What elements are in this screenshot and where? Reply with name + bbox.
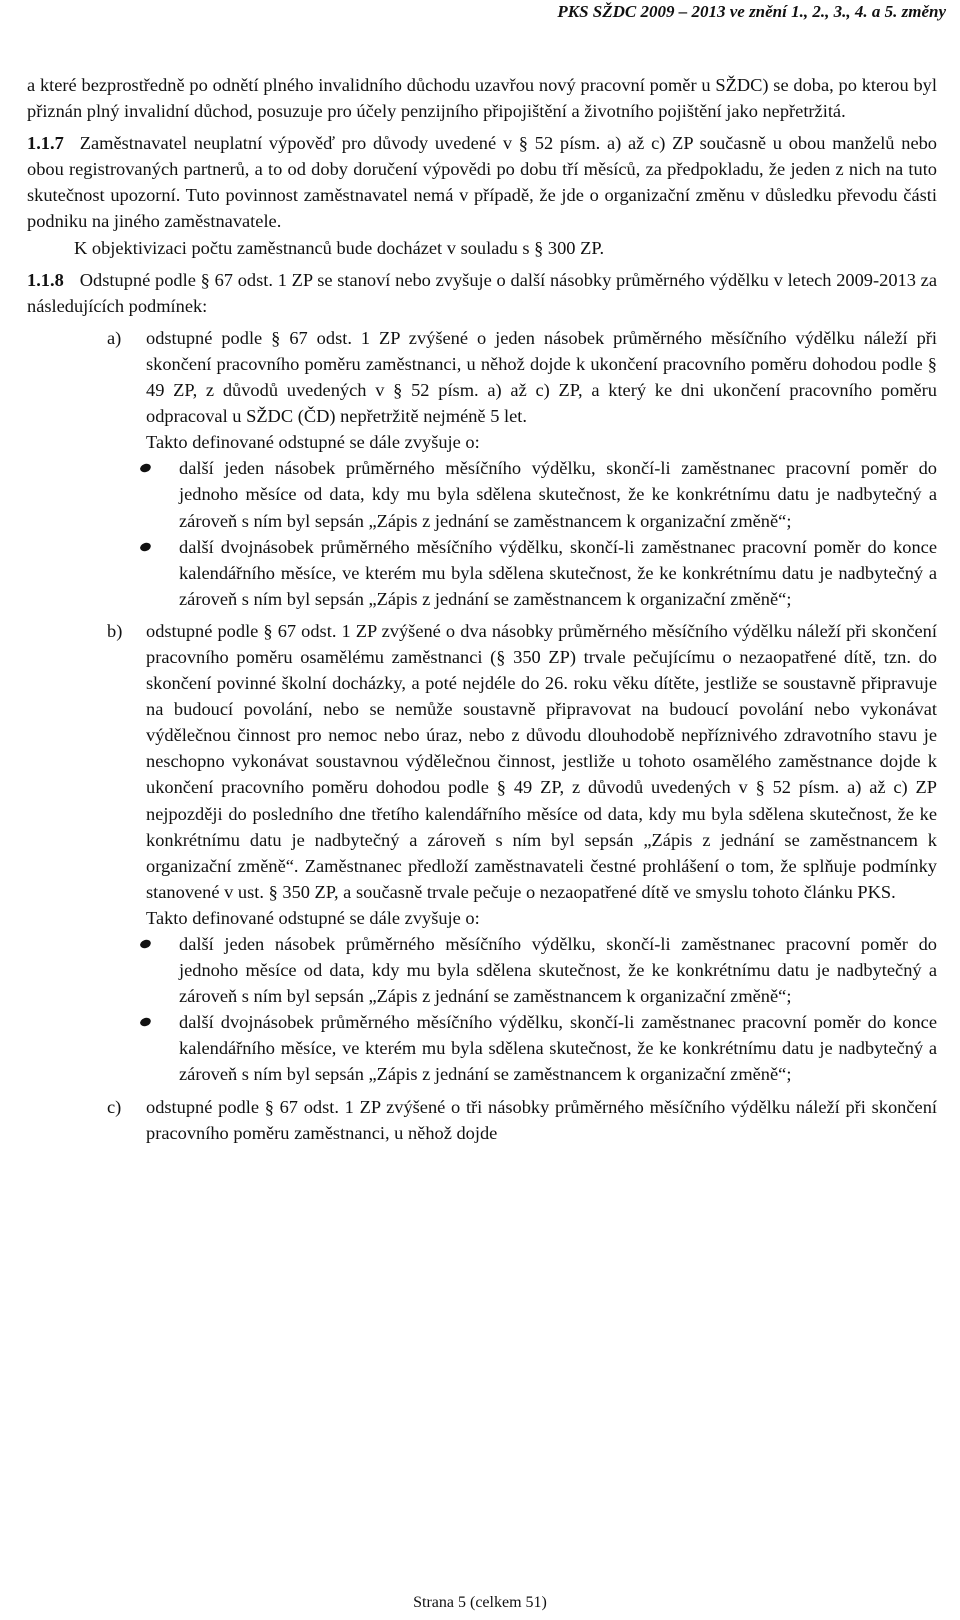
bullet-list [27,931,937,1088]
bullet-text: další jeden násobek průměrného měsíčního výdělku, skončí-li zaměstnanec pracovní poměr do jednoho měsíce od data, kdy mu byla sdělena skutečnost, že ke konkrétnímu datu je nadbytečný a zároveň s ním byl sepsán „Zápis z jednání se zaměstnancem k organizační změně“; [179,934,937,1007]
section-number: 1.1.7 [27,133,64,154]
bullet-icon [139,463,152,474]
bullet-text: další dvojnásobek průměrného měsíčního výdělku, skončí-li zaměstnanec pracovní poměr do konce kalendářního měsíce, ve kterém mu byla sdělena skutečnost, že ke konkrétnímu datu je nadbytečný a zároveň s ním byl sepsán „Zápis z jednání se zaměstnancem k organizační změně“; [179,1012,937,1085]
bullet-icon [139,938,152,949]
bullet-item [27,455,937,533]
item-intro: Takto definované odstupné se dále zvyšuje o: [146,907,480,928]
document-body [27,72,937,1146]
list-item-c [27,1094,937,1146]
section-text: Odstupné podle § 67 odst. 1 ZP se stanoví nebo zvyšuje o další násobky průměrného výdělku v letech 2009-2013 za následujících podmínek: [27,269,937,316]
bullet-item [27,534,937,612]
bullet-item [27,931,937,1009]
item-label: b) [107,620,123,641]
page-header: PKS SŽDC 2009 – 2013 ve znění 1., 2., 3., 4. a 5. změny [557,2,946,21]
section-text: Zaměstnavatel neuplatní výpověď pro důvody uvedené v § 52 písm. a) až c) ZP současně u obou manželů nebo obou registrovaných partnerů, a to od doby doručení výpovědi po dobu tří měsíců, za předpokladu, že jeden z nich na tuto skutečnost upozorní. Tuto povinnost zaměstnavatel nemá v případě, že jde o organizační změnu v důsledku převodu části podniku na jiného zaměstnavatele. [27,133,937,232]
page-number: Strana 5 (celkem 51) [413,1594,547,1611]
item-text: odstupné podle § 67 odst. 1 ZP zvýšené o dva násobky průměrného měsíčního výdělku náleží při skončení pracovního poměru osamělému zaměstnanci (§ 350 ZP) trvale pečujícímu o nezaopatřené dítě, tzn. do skončení povinné školní docházky, a poté nejdéle do 26. roku věku dítěte, jestliže se soustavně připravuje na budoucí povolání, nebo se nemůže soustavně připravovat na budoucí povolání nebo vykonávat výdělečnou činnost pro nemoc nebo úraz, nebo z důvodu dlouhodobě nepříznivého zdravotního stavu je neschopno vykonávat soustavnou výdělečnou činnost, jestliže u tohoto osamělého zaměstnance dojde k ukončení pracovního poměru dohodou podle § 49 ZP, z důvodů uvedených v § 52 písm. a) až c) ZP nejpozději do posledního dne třetího kalendářního měsíce od data, kdy mu byla sdělena skutečnost, že ke konkrétnímu datu je nadbytečný a zároveň s ním byl sepsán „Zápis z jednání se zaměstnancem k organizační změně“. Zaměstnanec předloží zaměstnavateli čestné prohlášení o tom, že splňuje podmínky stanovené v ust. § 350 ZP, a současně trvale pečuje o nezaopatřené dítě ve smyslu tohoto článku PKS. [146,620,937,902]
bullet-list [27,455,937,612]
section-number: 1.1.8 [27,269,64,290]
item-label: c) [107,1096,122,1117]
item-text: odstupné podle § 67 odst. 1 ZP zvýšené o jeden násobek průměrného měsíčního výdělku náleží při skončení pracovního poměru zaměstnanci, u něhož dojde k ukončení pracovního poměru dohodou podle § 49 ZP, z důvodů uvedených v § 52 písm. a) až c) ZP, a který ke dni ukončení pracovního poměru odpracoval u SŽDC (ČD) nepřetržitě nejméně 5 let. [146,327,937,427]
section-1-1-8 [27,267,937,319]
continuation-paragraph: a které bezprostředně po odnětí plného invalidního důchodu uzavřou nový pracovní poměr u SŽDC) se doba, po kterou byl přiznán plný invalidní důchod, posuzuje pro účely penzijního připojištění a životního pojištění jako nepřetržitá. [27,75,937,122]
item-label: a) [107,327,122,348]
bullet-item [27,1009,937,1087]
bullet-text: další jeden násobek průměrného měsíčního výdělku, skončí-li zaměstnanec pracovní poměr do jednoho měsíce od data, kdy mu byla sdělena skutečnost, že ke konkrétnímu datu je nadbytečný a zároveň s ním byl sepsán „Zápis z jednání se zaměstnancem k organizační změně“; [179,458,937,531]
item-text: odstupné podle § 67 odst. 1 ZP zvýšené o tři násobky průměrného měsíčního výdělku náleží při skončení pracovního poměru zaměstnanci, u něhož dojde [146,1096,937,1143]
section-1-1-7 [27,130,937,234]
bullet-icon [139,541,152,552]
list-item-a [27,325,937,429]
list-item-b [27,618,937,905]
bullet-text: další dvojnásobek průměrného měsíčního výdělku, skončí-li zaměstnanec pracovní poměr do konce kalendářního měsíce, ve kterém mu byla sdělena skutečnost, že ke konkrétnímu datu je nadbytečný a zároveň s ním byl sepsán „Zápis z jednání se zaměstnancem k organizační změně“; [179,536,937,609]
bullet-icon [139,1017,152,1028]
section-1-1-7-paragraph-2: K objektivizaci počtu zaměstnanců bude docházet v souladu s § 300 ZP. [74,237,605,258]
item-intro: Takto definované odstupné se dále zvyšuje o: [146,432,480,453]
